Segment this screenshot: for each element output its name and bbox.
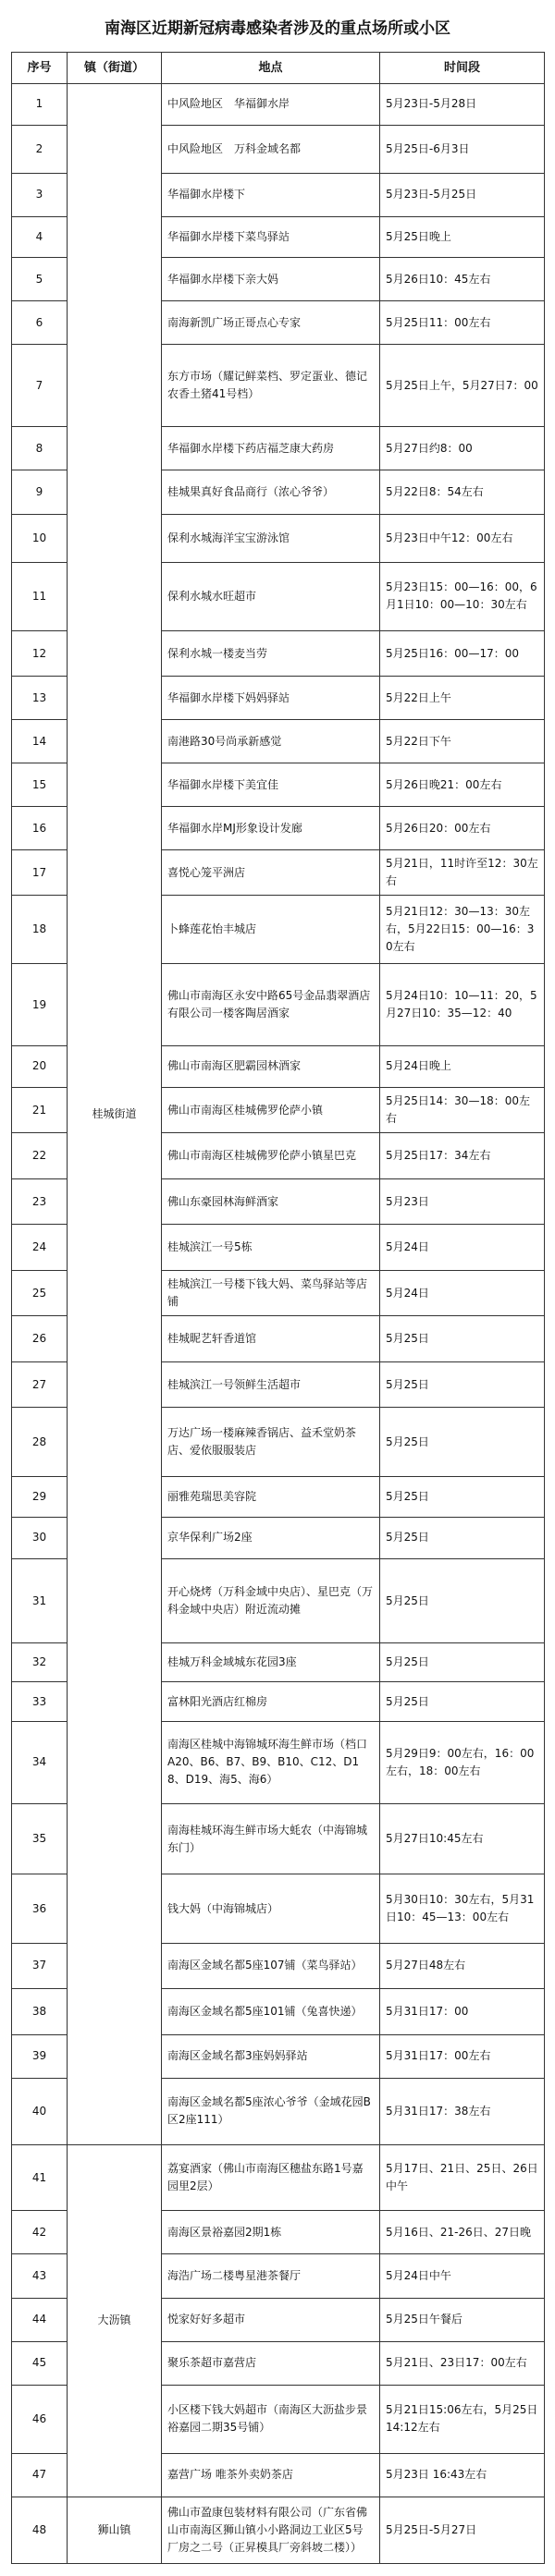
time-cell: 5月25日 (380, 1643, 545, 1682)
time-cell: 5月24日10：10—11：20，5月27日10：35—12：40 (380, 964, 545, 1046)
header-no: 序号 (12, 53, 68, 84)
row-number: 21 (12, 1087, 68, 1133)
place-cell: 保利水城水旺超市 (162, 562, 380, 630)
row-number: 13 (12, 677, 68, 720)
time-cell: 5月25日-6月3日 (380, 125, 545, 173)
place-cell: 华福御水岸楼下菜鸟驿站 (162, 216, 380, 258)
row-number: 7 (12, 345, 68, 427)
time-cell: 5月23日15：00—16：00，6月1日10：00—10：30左右 (380, 562, 545, 630)
time-cell: 5月25日 (380, 1476, 545, 1518)
time-cell: 5月16日、21-26日、27日晚 (380, 2211, 545, 2254)
row-number: 15 (12, 763, 68, 807)
header-time: 时间段 (380, 53, 545, 84)
row-number: 5 (12, 258, 68, 301)
row-number: 28 (12, 1408, 68, 1476)
row-number: 9 (12, 470, 68, 514)
place-cell: 佛山市南海区肥霸园林酒家 (162, 1046, 380, 1088)
place-cell: 南海区金域名都5座107铺（菜鸟驿站） (162, 1943, 380, 1989)
time-cell: 5月21日，11时许至12：30左右 (380, 850, 545, 895)
row-number: 1 (12, 84, 68, 126)
time-cell: 5月31日17：00 (380, 1989, 545, 2035)
place-cell: 南海区金域名都5座浓心爷爷（金域花园B区2座111） (162, 2078, 380, 2144)
time-cell: 5月21日15:06左右，5月25日14:12左右 (380, 2385, 545, 2453)
place-cell: 保利水城一楼麦当劳 (162, 630, 380, 677)
row-number: 26 (12, 1316, 68, 1362)
time-cell: 5月22日下午 (380, 720, 545, 763)
time-cell: 5月25日上午，5月27日7：00 (380, 345, 545, 427)
row-number: 30 (12, 1518, 68, 1559)
time-cell: 5月24日 (380, 1225, 545, 1271)
place-cell: 南海区景裕嘉园2期1栋 (162, 2211, 380, 2254)
time-cell: 5月31日17：00左右 (380, 2034, 545, 2078)
town-cell: 大沥镇 (68, 2144, 162, 2497)
table-header-row (12, 53, 545, 84)
row-number: 12 (12, 630, 68, 677)
row-number: 36 (12, 1874, 68, 1943)
place-cell: 桂城昵艺轩香道馆 (162, 1316, 380, 1362)
row-number: 35 (12, 1803, 68, 1874)
row-number: 34 (12, 1721, 68, 1803)
place-cell: 南海区金域名都5座101铺（兔喜快递） (162, 1989, 380, 2035)
time-cell: 5月21日、23日17：00左右 (380, 2341, 545, 2385)
row-number: 6 (12, 301, 68, 345)
row-number: 32 (12, 1643, 68, 1682)
place-cell: 南海新凯广场正哥点心专家 (162, 301, 380, 345)
row-number: 33 (12, 1682, 68, 1721)
table-row (12, 2144, 545, 2211)
place-cell: 悦家好好多超市 (162, 2298, 380, 2341)
time-cell: 5月25日 (380, 1316, 545, 1362)
place-cell: 桂城万科金域城东花园3座 (162, 1643, 380, 1682)
time-cell: 5月25日17：34左右 (380, 1133, 545, 1179)
row-number: 17 (12, 850, 68, 895)
locations-table (11, 52, 545, 2564)
time-cell: 5月31日17：38左右 (380, 2078, 545, 2144)
time-cell: 5月21日12：30—13：30左右，5月22日15：00—16：30左右 (380, 895, 545, 963)
table-body (12, 84, 545, 2564)
row-number: 10 (12, 514, 68, 562)
town-cell: 狮山镇 (68, 2497, 162, 2563)
place-cell: 富林阳光酒店红棉房 (162, 1682, 380, 1721)
time-cell: 5月24日中午 (380, 2254, 545, 2298)
row-number: 44 (12, 2298, 68, 2341)
row-number: 38 (12, 1989, 68, 2035)
time-cell: 5月25日 (380, 1558, 545, 1643)
time-cell: 5月23日 (380, 1178, 545, 1225)
row-number: 14 (12, 720, 68, 763)
place-cell: 小区楼下钱大妈超市（南海区大沥盐步景裕嘉园二期35号铺） (162, 2385, 380, 2453)
time-cell: 5月26日20：00左右 (380, 807, 545, 850)
place-cell: 保利水城海洋宝宝游泳馆 (162, 514, 380, 562)
place-cell: 桂城滨江一号5栋 (162, 1225, 380, 1271)
place-cell: 桂城滨江一号领鲜生活超市 (162, 1361, 380, 1408)
place-cell: 钱大妈（中海锦城店） (162, 1874, 380, 1943)
row-number: 40 (12, 2078, 68, 2144)
place-cell: 佛山市盈康包装材料有限公司（广东省佛山市南海区狮山镇小小路洞边工业区5号厂房之二号（正昇模具厂旁斜坡二楼）） (162, 2497, 380, 2563)
place-cell: 华福御水岸楼下 (162, 173, 380, 216)
row-number: 29 (12, 1476, 68, 1518)
place-cell: 京华保利广场2座 (162, 1518, 380, 1559)
row-number: 24 (12, 1225, 68, 1271)
row-number: 31 (12, 1558, 68, 1643)
time-cell: 5月25日-5月27日 (380, 2497, 545, 2563)
time-cell: 5月25日 (380, 1408, 545, 1476)
row-number: 23 (12, 1178, 68, 1225)
place-cell: 南海区桂城中海锦城环海生鲜市场（档口A20、B6、B7、B9、B10、C12、D18、D19、海5、海6） (162, 1721, 380, 1803)
place-cell: 华福御水岸楼下药店福芝康大药房 (162, 427, 380, 470)
time-cell: 5月17日、21日、25日、26日中午 (380, 2144, 545, 2211)
town-cell: 桂城街道 (68, 84, 162, 2145)
time-cell: 5月25日16：00—17：00 (380, 630, 545, 677)
row-number: 16 (12, 807, 68, 850)
time-cell: 5月23日-5月25日 (380, 173, 545, 216)
row-number: 45 (12, 2341, 68, 2385)
row-number: 4 (12, 216, 68, 258)
place-cell: 中风险地区 万科金域名都 (162, 125, 380, 173)
place-cell: 桂城滨江一号楼下钱大妈、菜鸟驿站等店铺 (162, 1270, 380, 1316)
time-cell: 5月25日11：00左右 (380, 301, 545, 345)
row-number: 27 (12, 1361, 68, 1408)
row-number: 18 (12, 895, 68, 963)
time-cell: 5月25日晚上 (380, 216, 545, 258)
time-cell: 5月23日中午12：00左右 (380, 514, 545, 562)
time-cell: 5月23日 16:43左右 (380, 2453, 545, 2497)
time-cell: 5月22日上午 (380, 677, 545, 720)
place-cell: 喜悦心笼平洲店 (162, 850, 380, 895)
row-number: 39 (12, 2034, 68, 2078)
time-cell: 5月25日 (380, 1682, 545, 1721)
time-cell: 5月25日 (380, 1518, 545, 1559)
row-number: 48 (12, 2497, 68, 2563)
place-cell: 南港路30号尚承新感觉 (162, 720, 380, 763)
time-cell: 5月23日-5月28日 (380, 84, 545, 126)
row-number: 46 (12, 2385, 68, 2453)
time-cell: 5月24日 (380, 1270, 545, 1316)
place-cell: 万达广场一楼麻辣香锅店、益禾堂奶茶店、爱依服服装店 (162, 1408, 380, 1476)
place-cell: 开心烧烤（万科金域中央店）、星巴克（万科金域中央店）附近流动摊 (162, 1558, 380, 1643)
place-cell: 南海桂城环海生鲜市场大蚝农（中海锦城东门） (162, 1803, 380, 1874)
page-title: 南海区近期新冠病毒感染者涉及的重点场所或小区 (105, 18, 450, 38)
row-number: 20 (12, 1046, 68, 1088)
place-cell: 华福御水岸楼下亲大妈 (162, 258, 380, 301)
place-cell: 丽雅苑瑞思美容院 (162, 1476, 380, 1518)
row-number: 41 (12, 2144, 68, 2211)
row-number: 47 (12, 2453, 68, 2497)
row-number: 42 (12, 2211, 68, 2254)
place-cell: 华福御水岸楼下妈妈驿站 (162, 677, 380, 720)
time-cell: 5月25日 (380, 1361, 545, 1408)
time-cell: 5月22日8：54左右 (380, 470, 545, 514)
row-number: 25 (12, 1270, 68, 1316)
time-cell: 5月25日午餐后 (380, 2298, 545, 2341)
place-cell: 佛山市南海区桂城佛罗伦萨小镇星巴克 (162, 1133, 380, 1179)
place-cell: 佛山市南海区桂城佛罗伦萨小镇 (162, 1087, 380, 1133)
time-cell: 5月27日约8：00 (380, 427, 545, 470)
time-cell: 5月27日48左右 (380, 1943, 545, 1989)
place-cell: 荔宴酒家（佛山市南海区穗盐东路1号嘉园里2层） (162, 2144, 380, 2211)
place-cell: 华福御水岸MJ形象设计发廊 (162, 807, 380, 850)
row-number: 2 (12, 125, 68, 173)
place-cell: 南海区金域名都3座妈妈驿站 (162, 2034, 380, 2078)
place-cell: 海浩广场二楼粤星港茶餐厅 (162, 2254, 380, 2298)
table-row (12, 84, 545, 126)
place-cell: 桂城果真好食品商行（浓心爷爷） (162, 470, 380, 514)
place-cell: 东方市场（耀记鲜菜档、罗定蛋业、德记农香土猪41号档） (162, 345, 380, 427)
row-number: 43 (12, 2254, 68, 2298)
place-cell: 聚乐茶超市嘉营店 (162, 2341, 380, 2385)
time-cell: 5月26日10：45左右 (380, 258, 545, 301)
time-cell: 5月29日9：00左右，16：00左右，18：00左右 (380, 1721, 545, 1803)
header-town: 镇（街道） (68, 53, 162, 84)
row-number: 19 (12, 964, 68, 1046)
place-cell: 佛山市南海区永安中路65号金品翡翠酒店有限公司一楼客陶居酒家 (162, 964, 380, 1046)
place-cell: 卜蜂莲花怡丰城店 (162, 895, 380, 963)
row-number: 8 (12, 427, 68, 470)
place-cell: 华福御水岸楼下美宜佳 (162, 763, 380, 807)
time-cell: 5月24日晚上 (380, 1046, 545, 1088)
row-number: 37 (12, 1943, 68, 1989)
place-cell: 中风险地区 华福御水岸 (162, 84, 380, 126)
header-place: 地点 (162, 53, 380, 84)
row-number: 22 (12, 1133, 68, 1179)
row-number: 11 (12, 562, 68, 630)
time-cell: 5月30日10：30左右，5月31日10：45—13：00左右 (380, 1874, 545, 1943)
table-row (12, 2497, 545, 2563)
row-number: 3 (12, 173, 68, 216)
place-cell: 佛山东豪园林海鲜酒家 (162, 1178, 380, 1225)
time-cell: 5月27日10:45左右 (380, 1803, 545, 1874)
time-cell: 5月25日14：30—18：00左右 (380, 1087, 545, 1133)
place-cell: 嘉营广场 唯茶外卖奶茶店 (162, 2453, 380, 2497)
time-cell: 5月26日晚21：00左右 (380, 763, 545, 807)
